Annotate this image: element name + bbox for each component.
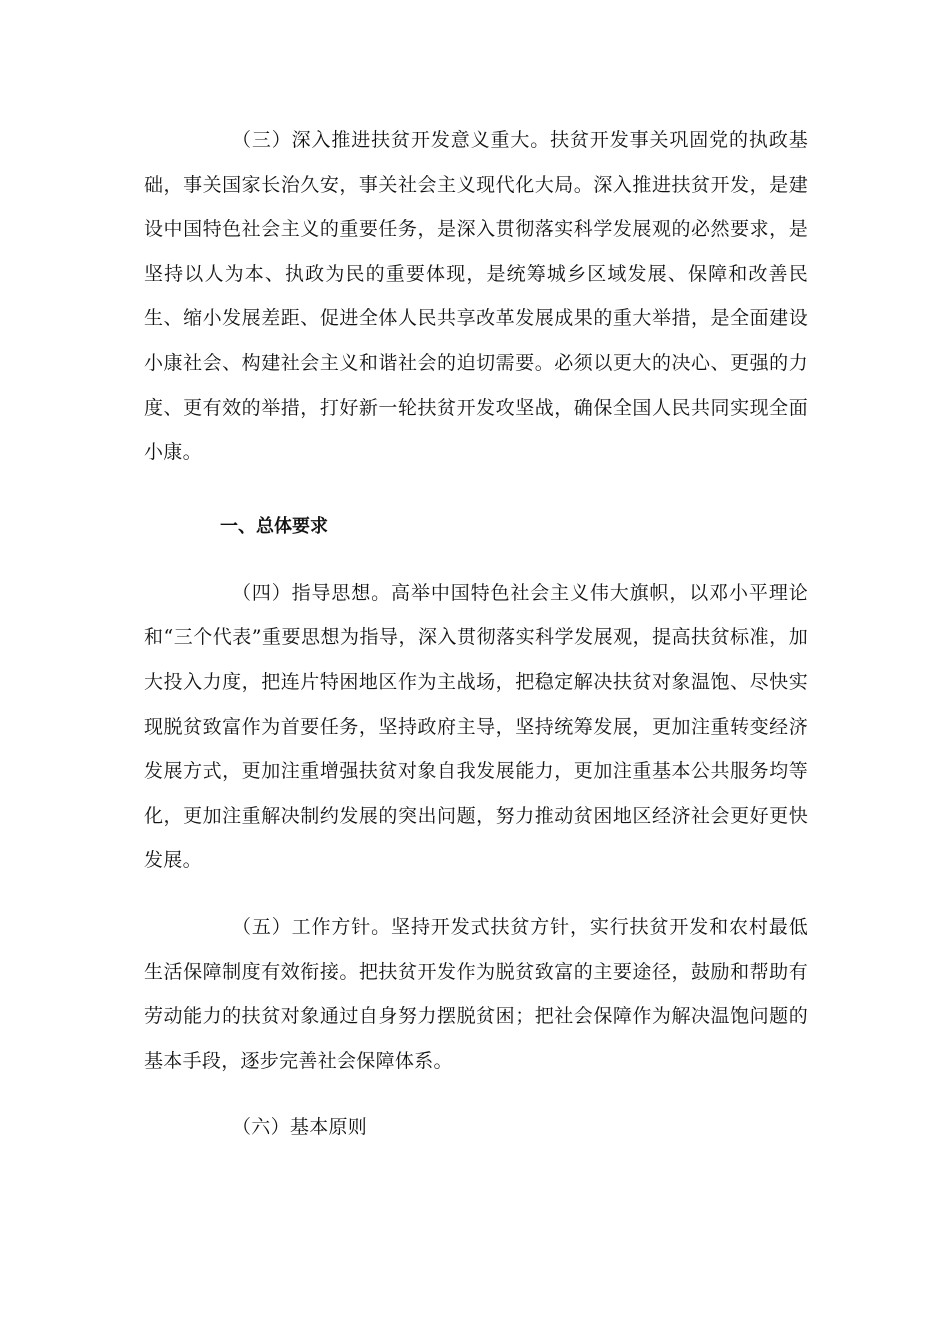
paragraph-significance: （三）深入推进扶贫开发意义重大。扶贫开发事关巩固党的执政基础，事关国家长治久安，事关社会主义现代化大局。深入推进扶贫开发，是建设中国特色社会主义的重要任务，是深入贯彻落实科学发展观的必然要求，是坚持以人为本、执政为民的重要体现，是统筹城乡区域发展、保障和改善民生、缩小发展差距、促进全体人民共享改革发展成果的重大举措，是全面建设小康社会、构建社会主义和谐社会的迫切需要。必须以更大的决心、更强的力度、更有效的举措，打好新一轮扶贫开发攻坚战，确保全国人民共同实现全面小康。 xyxy=(144,129,808,464)
paragraph-guiding-ideology: （四）指导思想。高举中国特色社会主义伟大旗帜，以邓小平理论和“三个代表”重要思想为指导，深入贯彻落实科学发展观，提高扶贫标准，加大投入力度，把连片特困地区作为主战场，把稳定解决扶贫对象温饱、尽快实现脱贫致富作为首要任务，坚持政府主导，坚持统筹发展，更加注重转变经济发展方式，更加注重增强扶贫对象自我发展能力，更加注重基本公共服务均等化，更加注重解决制约发展的突出问题，努力推动贫困地区经济社会更好更快发展。 xyxy=(144,581,808,872)
paragraph-work-policy: （五）工作方针。坚持开发式扶贫方针，实行扶贫开发和农村最低生活保障制度有效衔接。把扶贫开发作为脱贫致富的主要途径，鼓励和帮助有劳动能力的扶贫对象通过自身努力摆脱贫困；把社会保障作为解决温饱问题的基本手段，逐步完善社会保障体系。 xyxy=(144,915,808,1072)
spacer xyxy=(144,549,808,571)
section-heading: 一、总体要求 xyxy=(220,515,328,537)
spacer xyxy=(144,1083,808,1105)
document-body xyxy=(144,118,808,1150)
spacer xyxy=(144,475,808,505)
paragraph-basic-principles: （六）基本原则 xyxy=(232,1116,368,1139)
spacer xyxy=(144,883,808,905)
